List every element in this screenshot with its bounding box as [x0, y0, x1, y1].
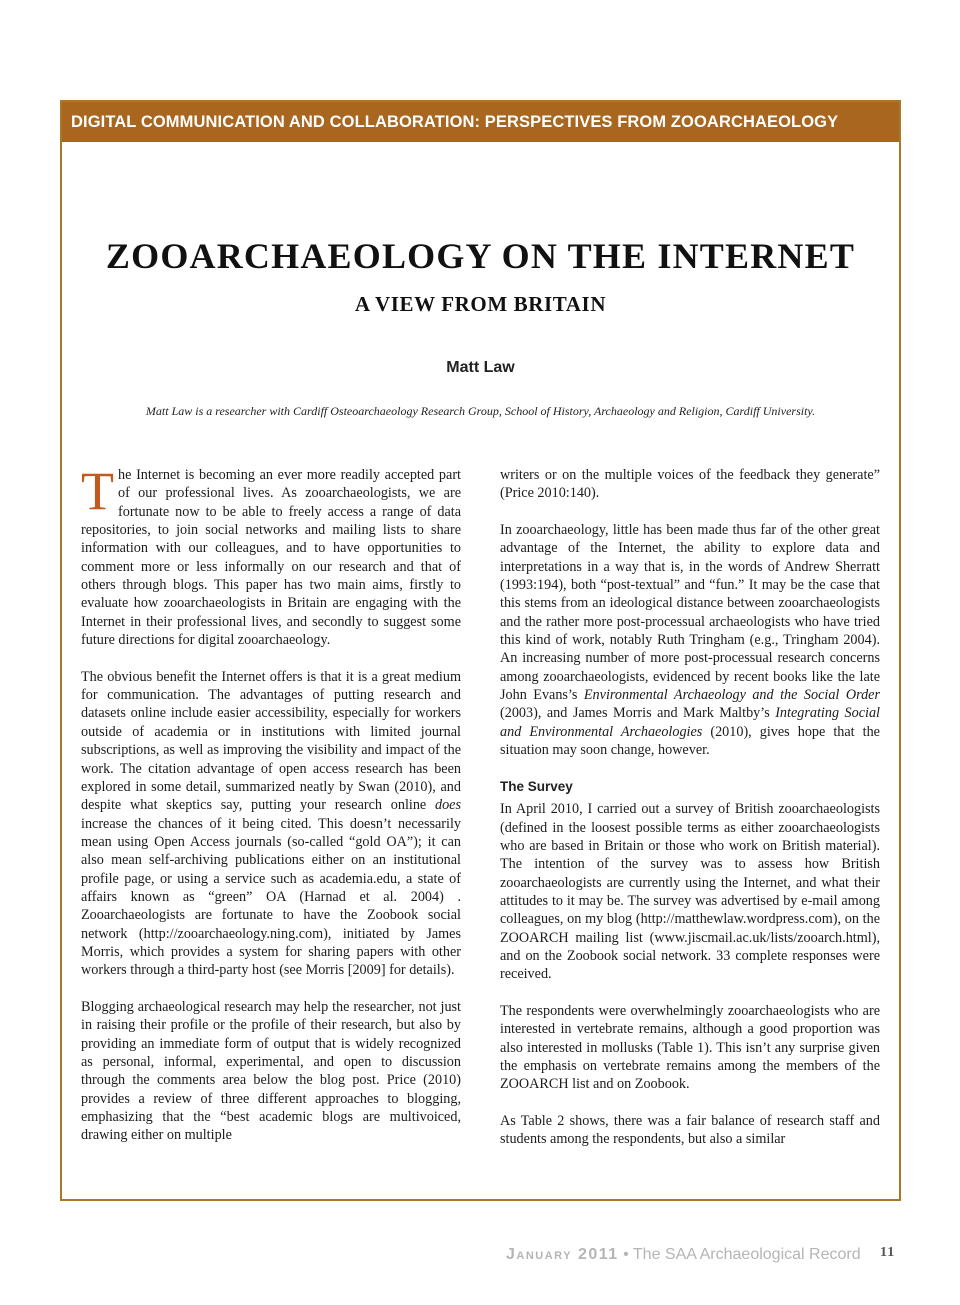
paragraph — [500, 800, 880, 983]
paragraph — [500, 521, 880, 759]
paragraph-text: (2010), gives hope that the situation may soon change, however. — [500, 723, 880, 759]
author-affiliation: Matt Law is a researcher with Cardiff Osteoarchaeology Research Group, School of History, Archaeology and Religion, Cardiff University. — [145, 404, 816, 418]
paragraph-text: As Table 2 shows, there was a fair balance of research staff and students among the respondents, but also a similar — [500, 1113, 880, 1148]
footer-separator: • — [618, 1246, 633, 1263]
section-banner: DIGITAL COMMUNICATION AND COLLABORATION: PERSPECTIVES FROM ZOOARCHAEOLOGY — [62, 102, 899, 142]
paragraph-text: The obvious benefit the Internet offers is that it is a great medium for communication. The advantages of putting research and datasets online include easier accessibility, especially for workers outside of academia or in institutions with limited journal subscriptions, as well as improving the visibility and impact of the work. The citation advantage of open access research has been explored in some detail, summarized neatly by Swan (2010), and despite what skeptics say, putting your research online — [81, 668, 461, 814]
drop-cap: T — [81, 461, 114, 521]
left-column — [81, 461, 461, 1145]
paragraph — [81, 668, 461, 980]
paragraph — [500, 1002, 880, 1094]
paragraph — [81, 998, 461, 1145]
right-column — [500, 466, 880, 1149]
page-footer — [506, 1243, 861, 1267]
paragraph — [500, 1112, 880, 1149]
paragraph — [500, 466, 880, 503]
paragraph-text: (2003), and James Morris and Mark Maltby’s — [500, 705, 776, 722]
paragraph-text: increase the chances of it being cited. This doesn’t necessarily mean using Open Access journals (so-called “gold OA”); it can also mean self-archiving publications either on an institutional profile page, or using a service such as academia.edu, a state of affairs known as “green” OA (Harnad et al. 2004) . Zooarchaeologists are fortunate to have the Zoobook social network (http://zooarchaeology.ning.com), initiated by James Morris, which provides a system for sharing papers with other workers through a third-party host (see Morris [2009] for details). — [81, 815, 461, 979]
paragraph — [81, 461, 461, 649]
page-number: 11 — [880, 1245, 896, 1260]
paragraph-text: In zooarchaeology, little has been made thus far of the other great advantage of the Internet, the ability to explore data and interpretations in a way that is, in the words of Andrew Sherratt (1993:194), both “post-textual” and “fun.” It may be the case that this stems from an ideological distance between zooarchaeologists and the rather more post-processual archaeologists who have tried this kind of work, notably Ruth Tringham (e.g., Tringham 2004). An increasing number of more post-processual research concerns among zooarchaeologists, evidenced by recent books like the late John Evans’s — [500, 522, 880, 704]
article-subtitle: A VIEW FROM BRITAIN — [354, 292, 607, 316]
paragraph-text: he Internet is becoming an ever more readily accepted part of our professional lives. As zooarchaeologists, we are fortunate now to be able to freely access a range of data repositories, to join social networks and mailing lists to share information with our colleagues, and to have opportunities to comment more or less informally on our research and that of others through blogs. This paper has two main aims, firstly to evaluate how zooarchaeologists in Britain are engaging with the Internet in their professional lives, and secondly to suggest some future directions for digital zooarchaeology. — [81, 467, 461, 649]
paragraph-text: Blogging archaeological research may help the researcher, not just in raising their profile or the profile of their research, but also by providing an immediate form of output that is widely recognized as personal, informal, experimental, and open to discussion through the comments area below the blog post. Price (2010) provides a review of three different approaches to blogging, emphasizing that the “best academic blogs are multivoiced, drawing either on multiple — [81, 998, 461, 1144]
author-name: Matt Law — [446, 359, 515, 376]
book-title: Environmental Archaeology and the Social Order — [583, 687, 880, 704]
section-heading: The Survey — [500, 778, 573, 794]
article-frame — [60, 100, 901, 1201]
paragraph-text: The respondents were overwhelmingly zooarchaeologists who are interested in vertebrate remains, although a good proportion was also interested in mollusks (Table 1). This isn’t any surprise given the emphasis on vertebrate remains among the members of the ZOOARCH list and on Zoobook. — [500, 1002, 880, 1093]
paragraph-text: In April 2010, I carried out a survey of British zooarchaeologists (defined in the loosest possible terms as either zooarchaeologists who are based in Britain or those who work on British material). The intention of the survey was to assess how British zooarchaeologists are currently using the Internet, and what their attitudes to it may be. The survey was advertised by e-mail among colleagues, on my blog (http://matthewlaw.wordpress.com), on the ZOOARCH mailing list (www.jiscmail.ac.uk/lists/zooarch.html), and on the Zoobook social network. 33 complete responses were received. — [500, 801, 880, 983]
article-title: ZOOARCHAEOLOGY ON THE INTERNET — [105, 236, 856, 276]
footer-publication: The SAA Archaeological Record — [632, 1246, 861, 1263]
paragraph-text: writers or on the multiple voices of the feedback they generate” (Price 2010:140). — [500, 467, 880, 502]
footer-date: January 2011 — [506, 1246, 619, 1263]
emphasis-text: does — [434, 797, 461, 814]
book-title: Integrating Social and Environmental Archaeologies — [500, 705, 880, 740]
